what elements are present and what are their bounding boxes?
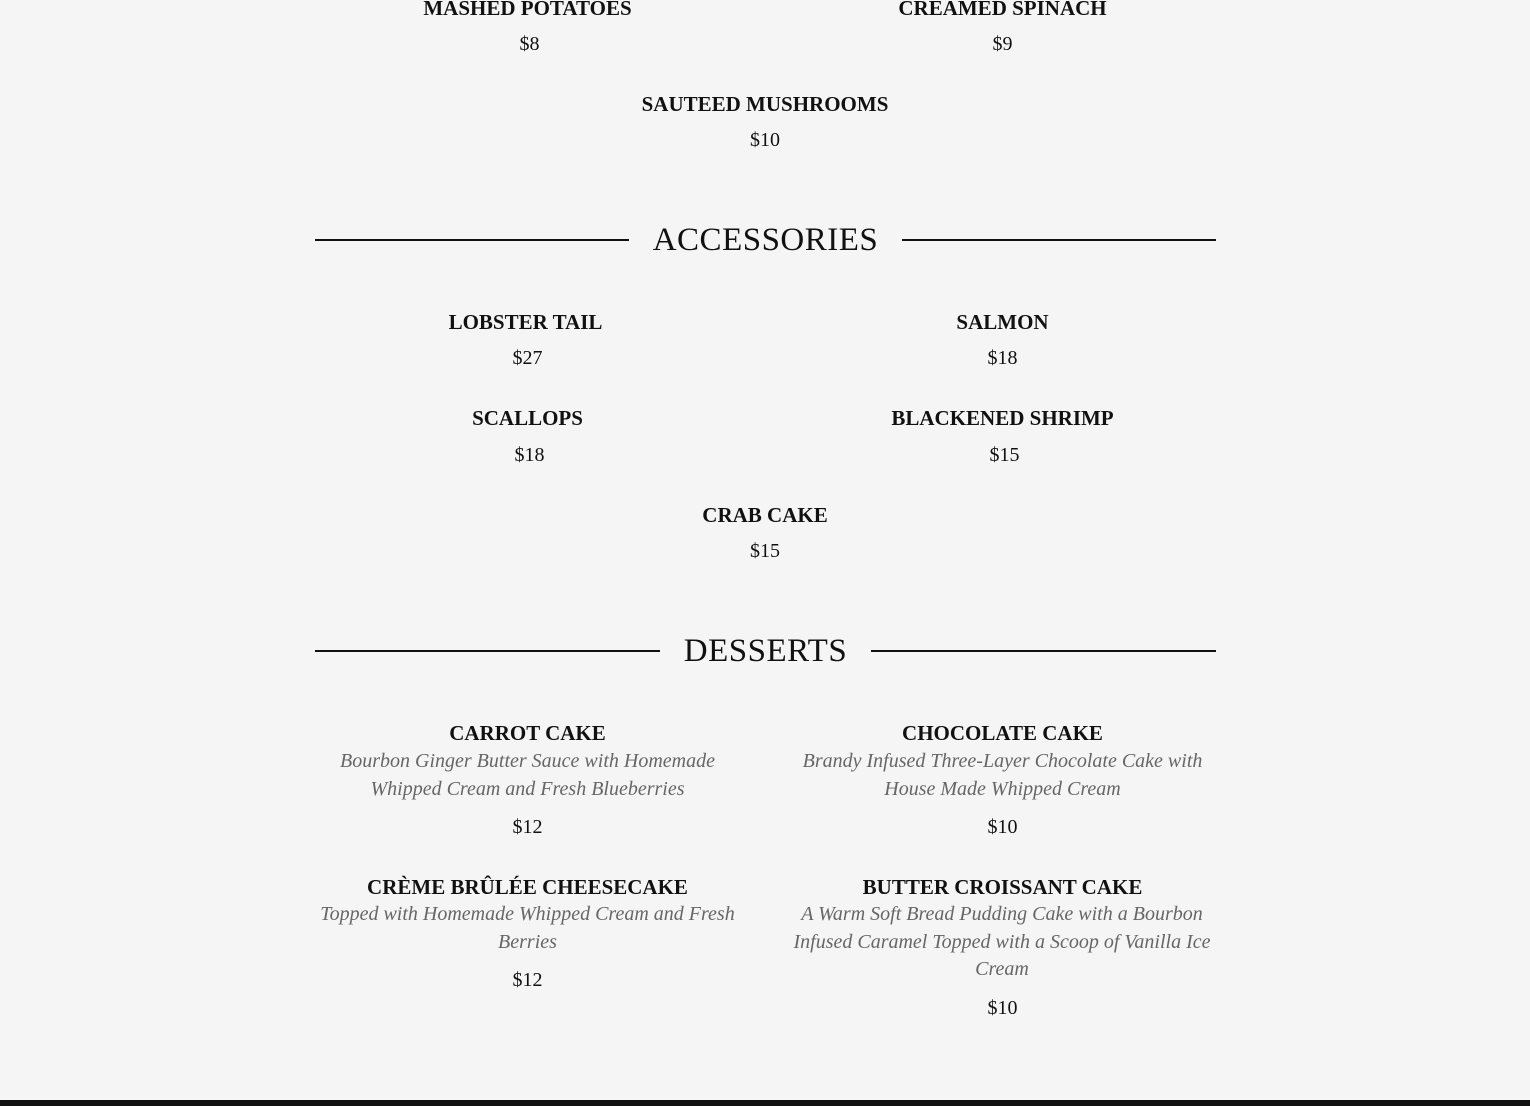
menu-item-description: A Warm Soft Bread Pudding Cake with a Bourbon Infused Caramel Topped with a Scoop of Vanilla Ice Cream <box>793 903 1211 980</box>
menu-item-name: LOBSTER TAIL <box>448 310 603 334</box>
menu-item-price: $10 <box>987 816 1018 838</box>
menu-item-price: $9 <box>992 33 1013 55</box>
heading-rule-left <box>315 239 629 241</box>
menu-item-name: SCALLOPS <box>472 406 583 430</box>
heading-rule-right <box>902 239 1216 241</box>
menu-item-price: $10 <box>987 997 1018 1019</box>
menu-item-name: MASHED POTATOES <box>423 0 632 20</box>
menu-item-price: $27 <box>512 347 543 369</box>
menu-item-price: $10 <box>750 129 780 151</box>
menu-item-name: CRAB CAKE <box>702 503 828 527</box>
menu-item-price: $18 <box>514 444 545 466</box>
section-title: DESSERTS <box>683 633 848 669</box>
menu-item-price: $8 <box>519 33 540 55</box>
menu-item-price: $12 <box>512 969 543 991</box>
menu-item-name: BUTTER CROISSANT CAKE <box>862 875 1143 899</box>
menu-item-name: SAUTEED MUSHROOMS <box>641 92 889 116</box>
footer-bar <box>0 1100 1530 1106</box>
menu-item-name: CRÈME BRÛLÉE CHEESECAKE <box>367 875 688 899</box>
menu-item-name: CHOCOLATE CAKE <box>902 721 1103 745</box>
menu-item-price: $15 <box>750 540 780 562</box>
section-heading-desserts <box>315 631 1216 671</box>
menu-item-description: Brandy Infused Three-Layer Chocolate Cake with House Made Whipped Cream <box>802 750 1203 800</box>
menu-item-description: Topped with Homemade Whipped Cream and Fresh Berries <box>320 903 735 953</box>
section-title: ACCESSORIES <box>652 222 879 258</box>
menu-item-name: BLACKENED SHRIMP <box>891 406 1114 430</box>
menu-item-price: $12 <box>512 816 543 838</box>
menu-item-name: CARROT CAKE <box>449 721 606 745</box>
menu-item-price: $15 <box>989 444 1020 466</box>
section-heading-accessories <box>315 220 1216 260</box>
menu-item-price: $18 <box>987 347 1018 369</box>
menu-item-name: SALMON <box>956 310 1049 334</box>
heading-rule-right <box>871 650 1216 652</box>
heading-rule-left <box>315 650 660 652</box>
menu-item-name: CREAMED SPINACH <box>898 0 1107 20</box>
menu-item-description: Bourbon Ginger Butter Sauce with Homemade Whipped Cream and Fresh Blueberries <box>340 750 715 800</box>
